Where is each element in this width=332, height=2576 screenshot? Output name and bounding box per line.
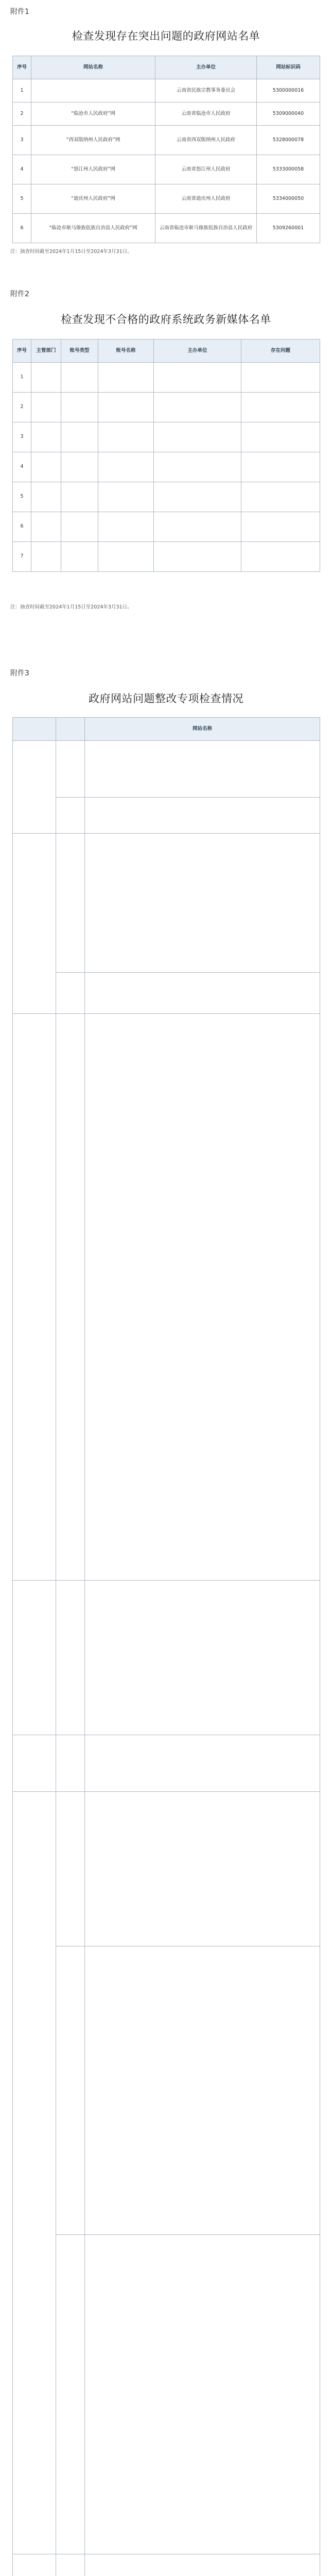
attachment-3-title: 政府网站问题整改专项检查情况 xyxy=(89,692,243,705)
table-row xyxy=(13,973,320,1014)
attachment-2-note: 注：抽查时间截至2024年1月15日至2024年3月31日。 xyxy=(10,604,132,610)
attachment-1-note: 注：抽查时间截至2024年1月15日至2024年3月31日。 xyxy=(10,249,132,255)
header-site-code: 网站标识码 xyxy=(257,56,320,79)
table-row xyxy=(13,1946,320,2235)
header-site-name: 网站名称 xyxy=(31,56,155,79)
header-sponsor: 主办单位 xyxy=(155,56,257,79)
table-row: 1 xyxy=(13,363,320,393)
table-row: 1 云南省民族宗教事务委员会 5300000016 xyxy=(13,79,320,103)
attachment-1-label: 附件1 xyxy=(10,8,29,16)
table-row xyxy=(13,1581,320,1735)
table-row xyxy=(13,741,320,798)
table-row: 4 “怒江州人民政府”网 云南省怒江州人民政府 5333000058 xyxy=(13,155,320,184)
attachment-1-title: 检查发现存在突出问题的政府网站名单 xyxy=(72,30,260,42)
table-row xyxy=(13,798,320,834)
table-row xyxy=(13,1735,320,1792)
header-index: 序号 xyxy=(13,56,31,79)
table-row xyxy=(13,1014,320,1581)
table-row xyxy=(13,1792,320,1946)
table-row xyxy=(13,834,320,973)
table-row: 2 xyxy=(13,393,320,422)
attachment-3-label: 附件3 xyxy=(10,669,29,677)
attachment-2-title: 检查发现不合格的政府系统政务新媒体名单 xyxy=(61,313,271,326)
table-row: 3 xyxy=(13,422,320,452)
attachment-3-table: 网站名称 xyxy=(12,717,320,2576)
table-row: 7 xyxy=(13,542,320,572)
table-row: 6 “临沧市耿马傣族佤族自治县人民政府”网 云南省临沧市耿马傣族佤族自治县人民政府 5309260001 xyxy=(13,214,320,243)
table-row: 5 “迪庆州人民政府”网 云南省迪庆州人民政府 5334000050 xyxy=(13,184,320,214)
table-row xyxy=(13,2235,320,2554)
attachment-2-label: 附件2 xyxy=(10,290,29,298)
table-row: 4 xyxy=(13,452,320,482)
table-row: 3 “西双版纳州人民政府”网 云南省西双版纳州人民政府 5328000078 xyxy=(13,126,320,155)
attachment-2-table: 序号 主管部门 账号类型 账号名称 主办单位 存在问题 1 2 3 4 5 6 7 xyxy=(12,339,320,572)
table-row: 6 xyxy=(13,512,320,542)
table-row: 2 “临沧市人民政府”网 云南省临沧市人民政府 5309000040 xyxy=(13,103,320,126)
table-row: 5 xyxy=(13,482,320,512)
attachment-1-table xyxy=(12,56,320,243)
table-row xyxy=(13,2554,320,2576)
